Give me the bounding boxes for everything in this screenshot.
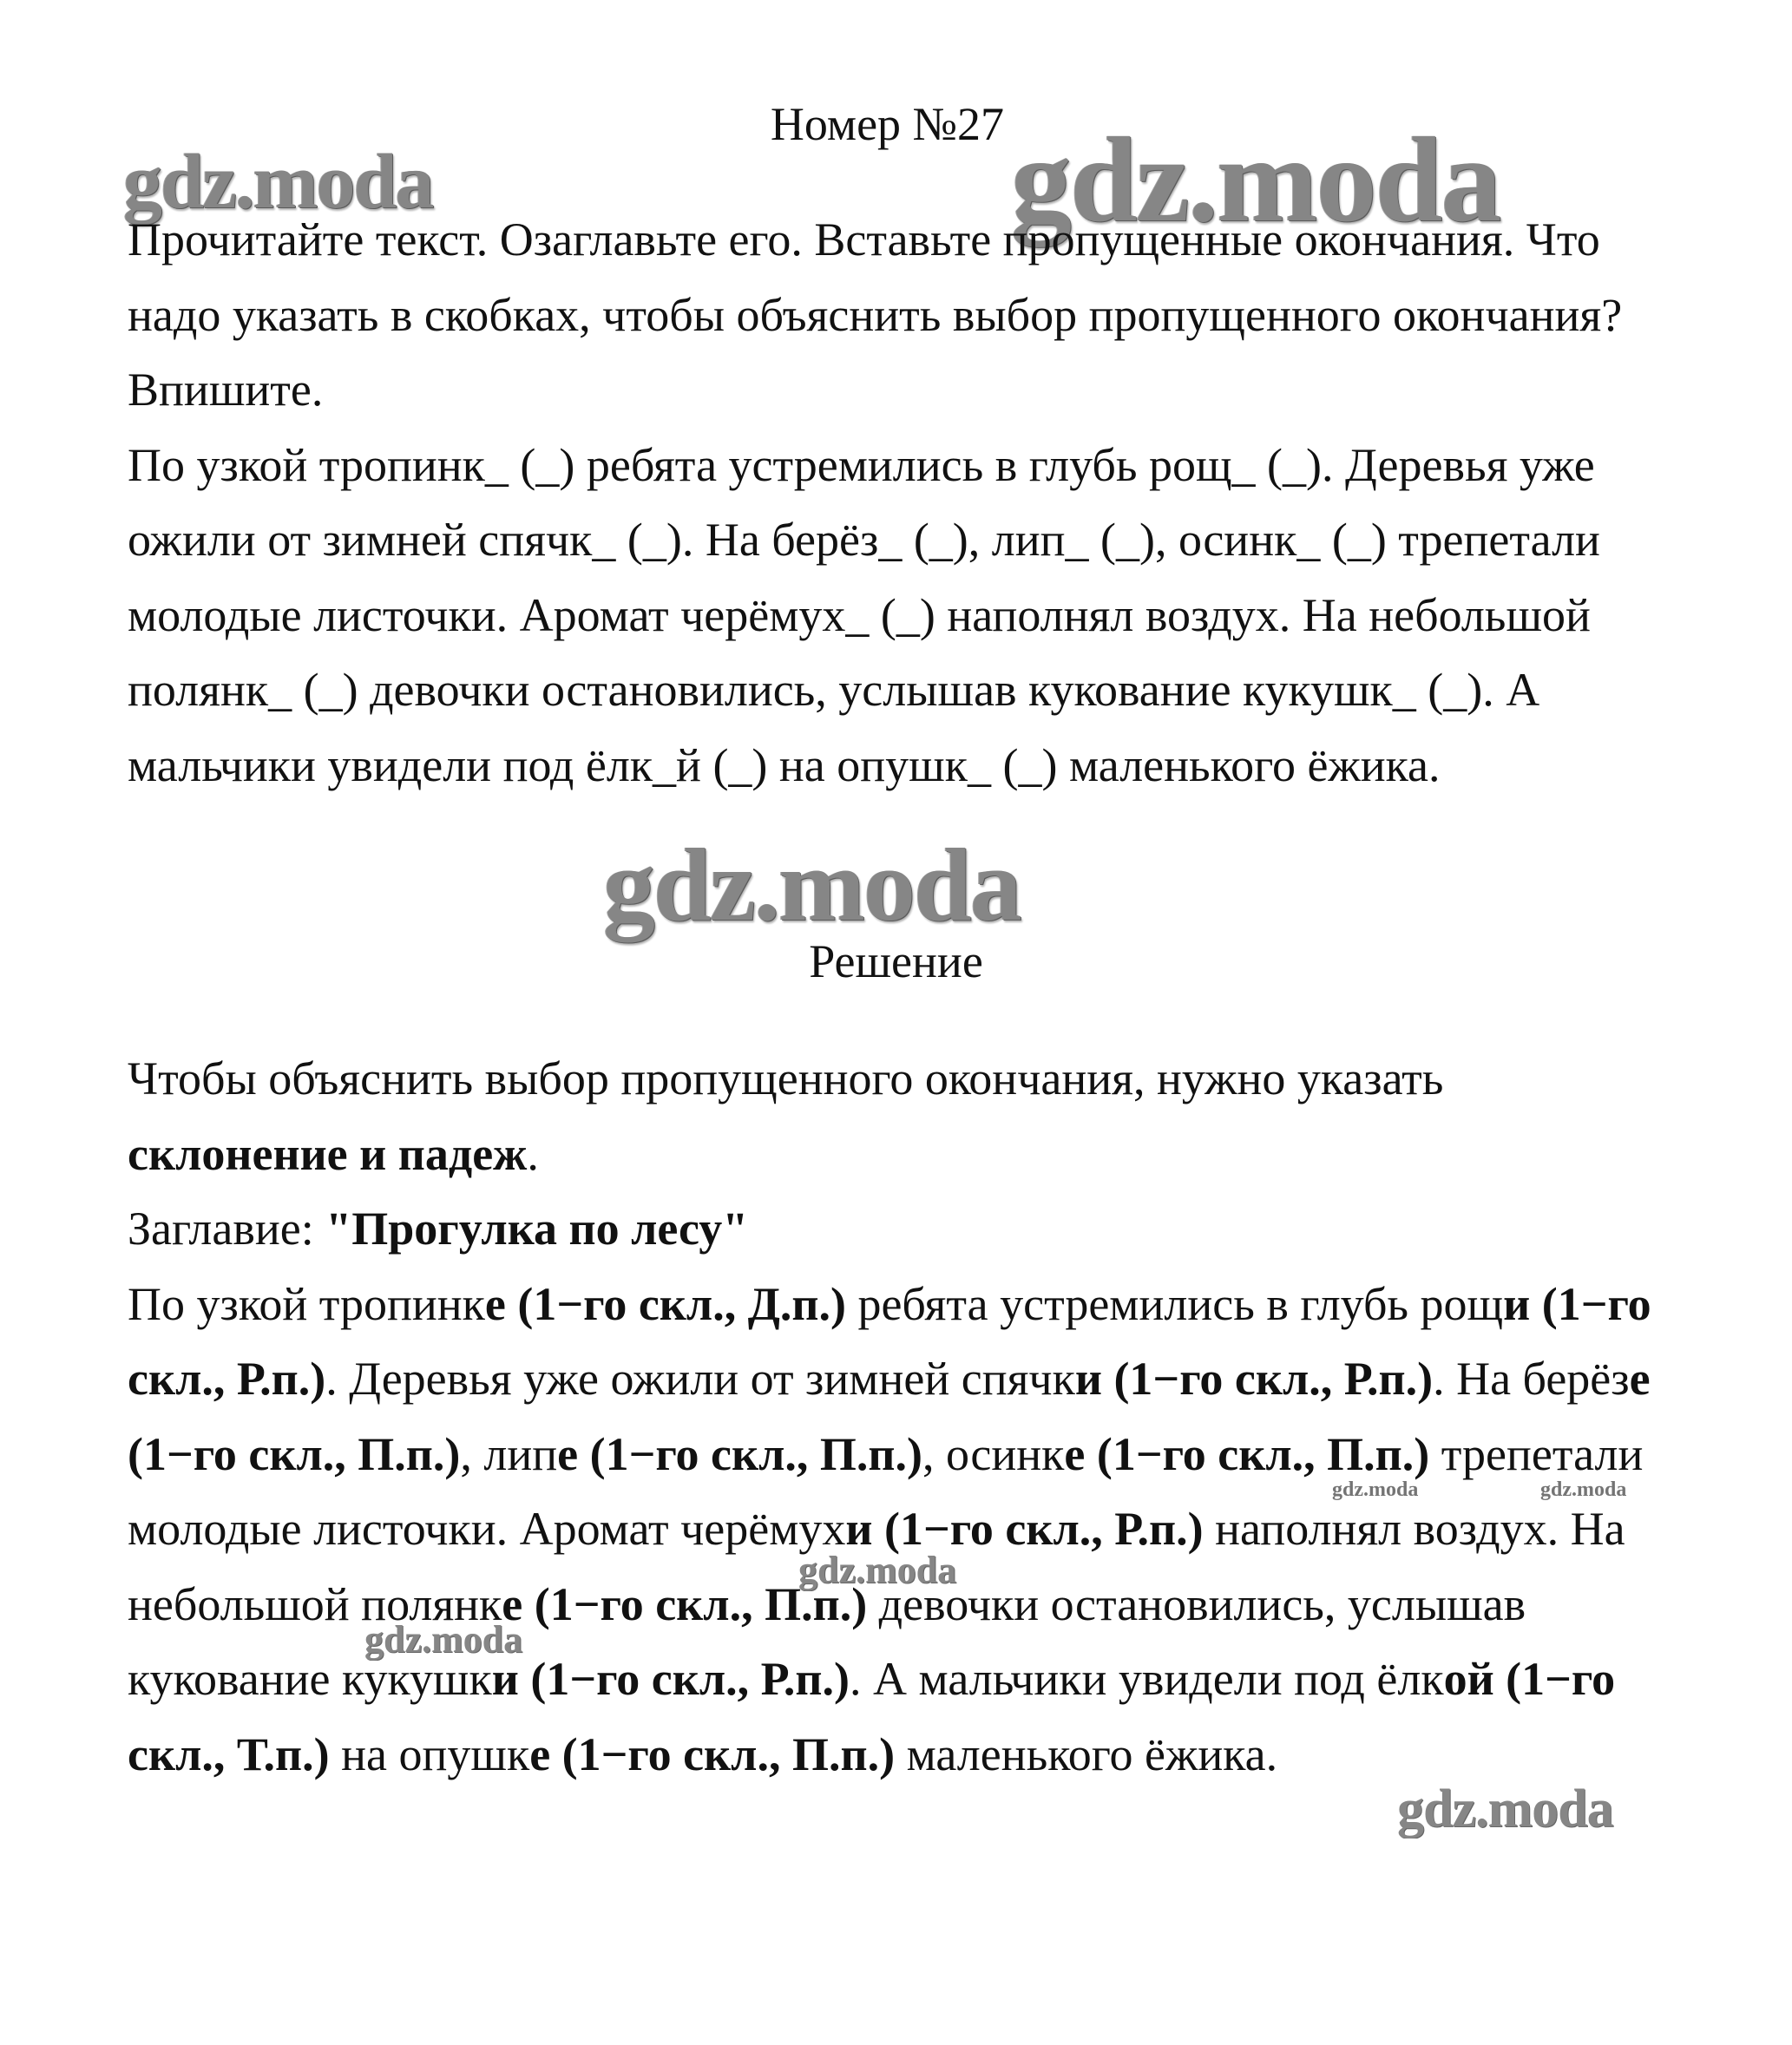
watermark-logo: gdz.moda (603, 827, 1021, 942)
explanation-text: Чтобы объяснить выбор пропущенного окончания, нужно указать (128, 1052, 1444, 1104)
answer-text: , осинк (922, 1427, 1065, 1480)
answer-text: . А мальчики увидели под ёлк (850, 1653, 1444, 1705)
answer-ending: и (1−го скл., Р.п.) (128, 1277, 1651, 1405)
solution-section (128, 1041, 1664, 1792)
answer-text: ребята устремились в глубь рощ (845, 1277, 1504, 1330)
answer-text: , лип (460, 1427, 558, 1480)
explanation-end: . (527, 1127, 539, 1180)
answer-text: . Деревья уже ожили от зимней спячк (325, 1353, 1075, 1405)
task-instruction: Прочитайте текст. Озаглавьте его. Вставьте пропущенные окончания. Что надо указать в скобках, чтобы объяснить выбор пропущенного окончания? Впишите. (128, 213, 1623, 416)
solution-explanation (128, 1041, 1664, 1191)
answer-ending: ой (1−го скл., Т.п.) (128, 1653, 1616, 1780)
answer-ending: е (1−го скл., П.п.) (557, 1427, 923, 1480)
watermark-logo: gdz.moda (798, 1549, 957, 1591)
answer-ending: е (1−го скл., П.п.) (529, 1727, 896, 1780)
answer-text: девочки остановились, услышав кукование кукушк (128, 1577, 1526, 1705)
answer-text: маленького ёжика. (895, 1727, 1278, 1780)
watermark-logo: gdz.moda (1332, 1478, 1419, 1501)
watermark-logo: gdz.moda (1397, 1780, 1613, 1839)
watermark-logo: gdz.moda (1011, 113, 1500, 247)
answer-text: на опушк (329, 1727, 530, 1780)
answer-ending: и (1−го скл., Р.п.) (1074, 1353, 1434, 1405)
solution-heading: Решение (809, 935, 983, 987)
watermark-logo: gdz.moda (1540, 1478, 1627, 1501)
task-section (128, 202, 1664, 803)
solution-answer (128, 1267, 1664, 1793)
answer-ending: е (1−го скл., Д.п.) (484, 1277, 846, 1330)
answer-text: трепетали молодые листочки. Аромат черёмух (128, 1427, 1644, 1555)
answer-ending: и (1−го скл., Р.п.) (845, 1503, 1204, 1555)
answer-ending: е (1−го скл., П.п.) (502, 1577, 868, 1630)
title-value: "Прогулка по лесу" (325, 1203, 749, 1255)
answer-ending: е (1−го скл., П.п.) (128, 1353, 1651, 1480)
explanation-key-phrase: склонение и падеж (128, 1127, 528, 1180)
watermark-logo: gdz.moda (123, 139, 433, 225)
title-label: Заглавие: (128, 1203, 326, 1255)
page-title: Номер №27 (770, 98, 1005, 150)
answer-text: По узкой тропинк (128, 1277, 485, 1330)
answer-ending: и (1−го скл., Р.п.) (491, 1653, 850, 1705)
solution-title-line (128, 1191, 1664, 1267)
answer-text: наполнял воздух. На небольшой полянк (128, 1503, 1625, 1630)
answer-ending: е (1−го скл., П.п.) (1064, 1427, 1430, 1480)
task-text: По узкой тропинк_ (_) ребята устремились в глубь рощ_ (_). Деревья уже ожили от зимней спячк_ (_). На берёз_ (_), лип_ (_), осинк_ (_) трепетали молодые листочки. Аромат черёмух_ (_) наполнял воздух. На небольшой полянк_ (_) девочки остановились, услышав кукование кукушк_ (_). А мальчики увидели под ёлк_й (_) на опушк_ (_) маленького ёжика. (128, 438, 1600, 791)
answer-text: . На берёз (1433, 1353, 1630, 1405)
watermark-logo: gdz.moda (364, 1618, 523, 1661)
